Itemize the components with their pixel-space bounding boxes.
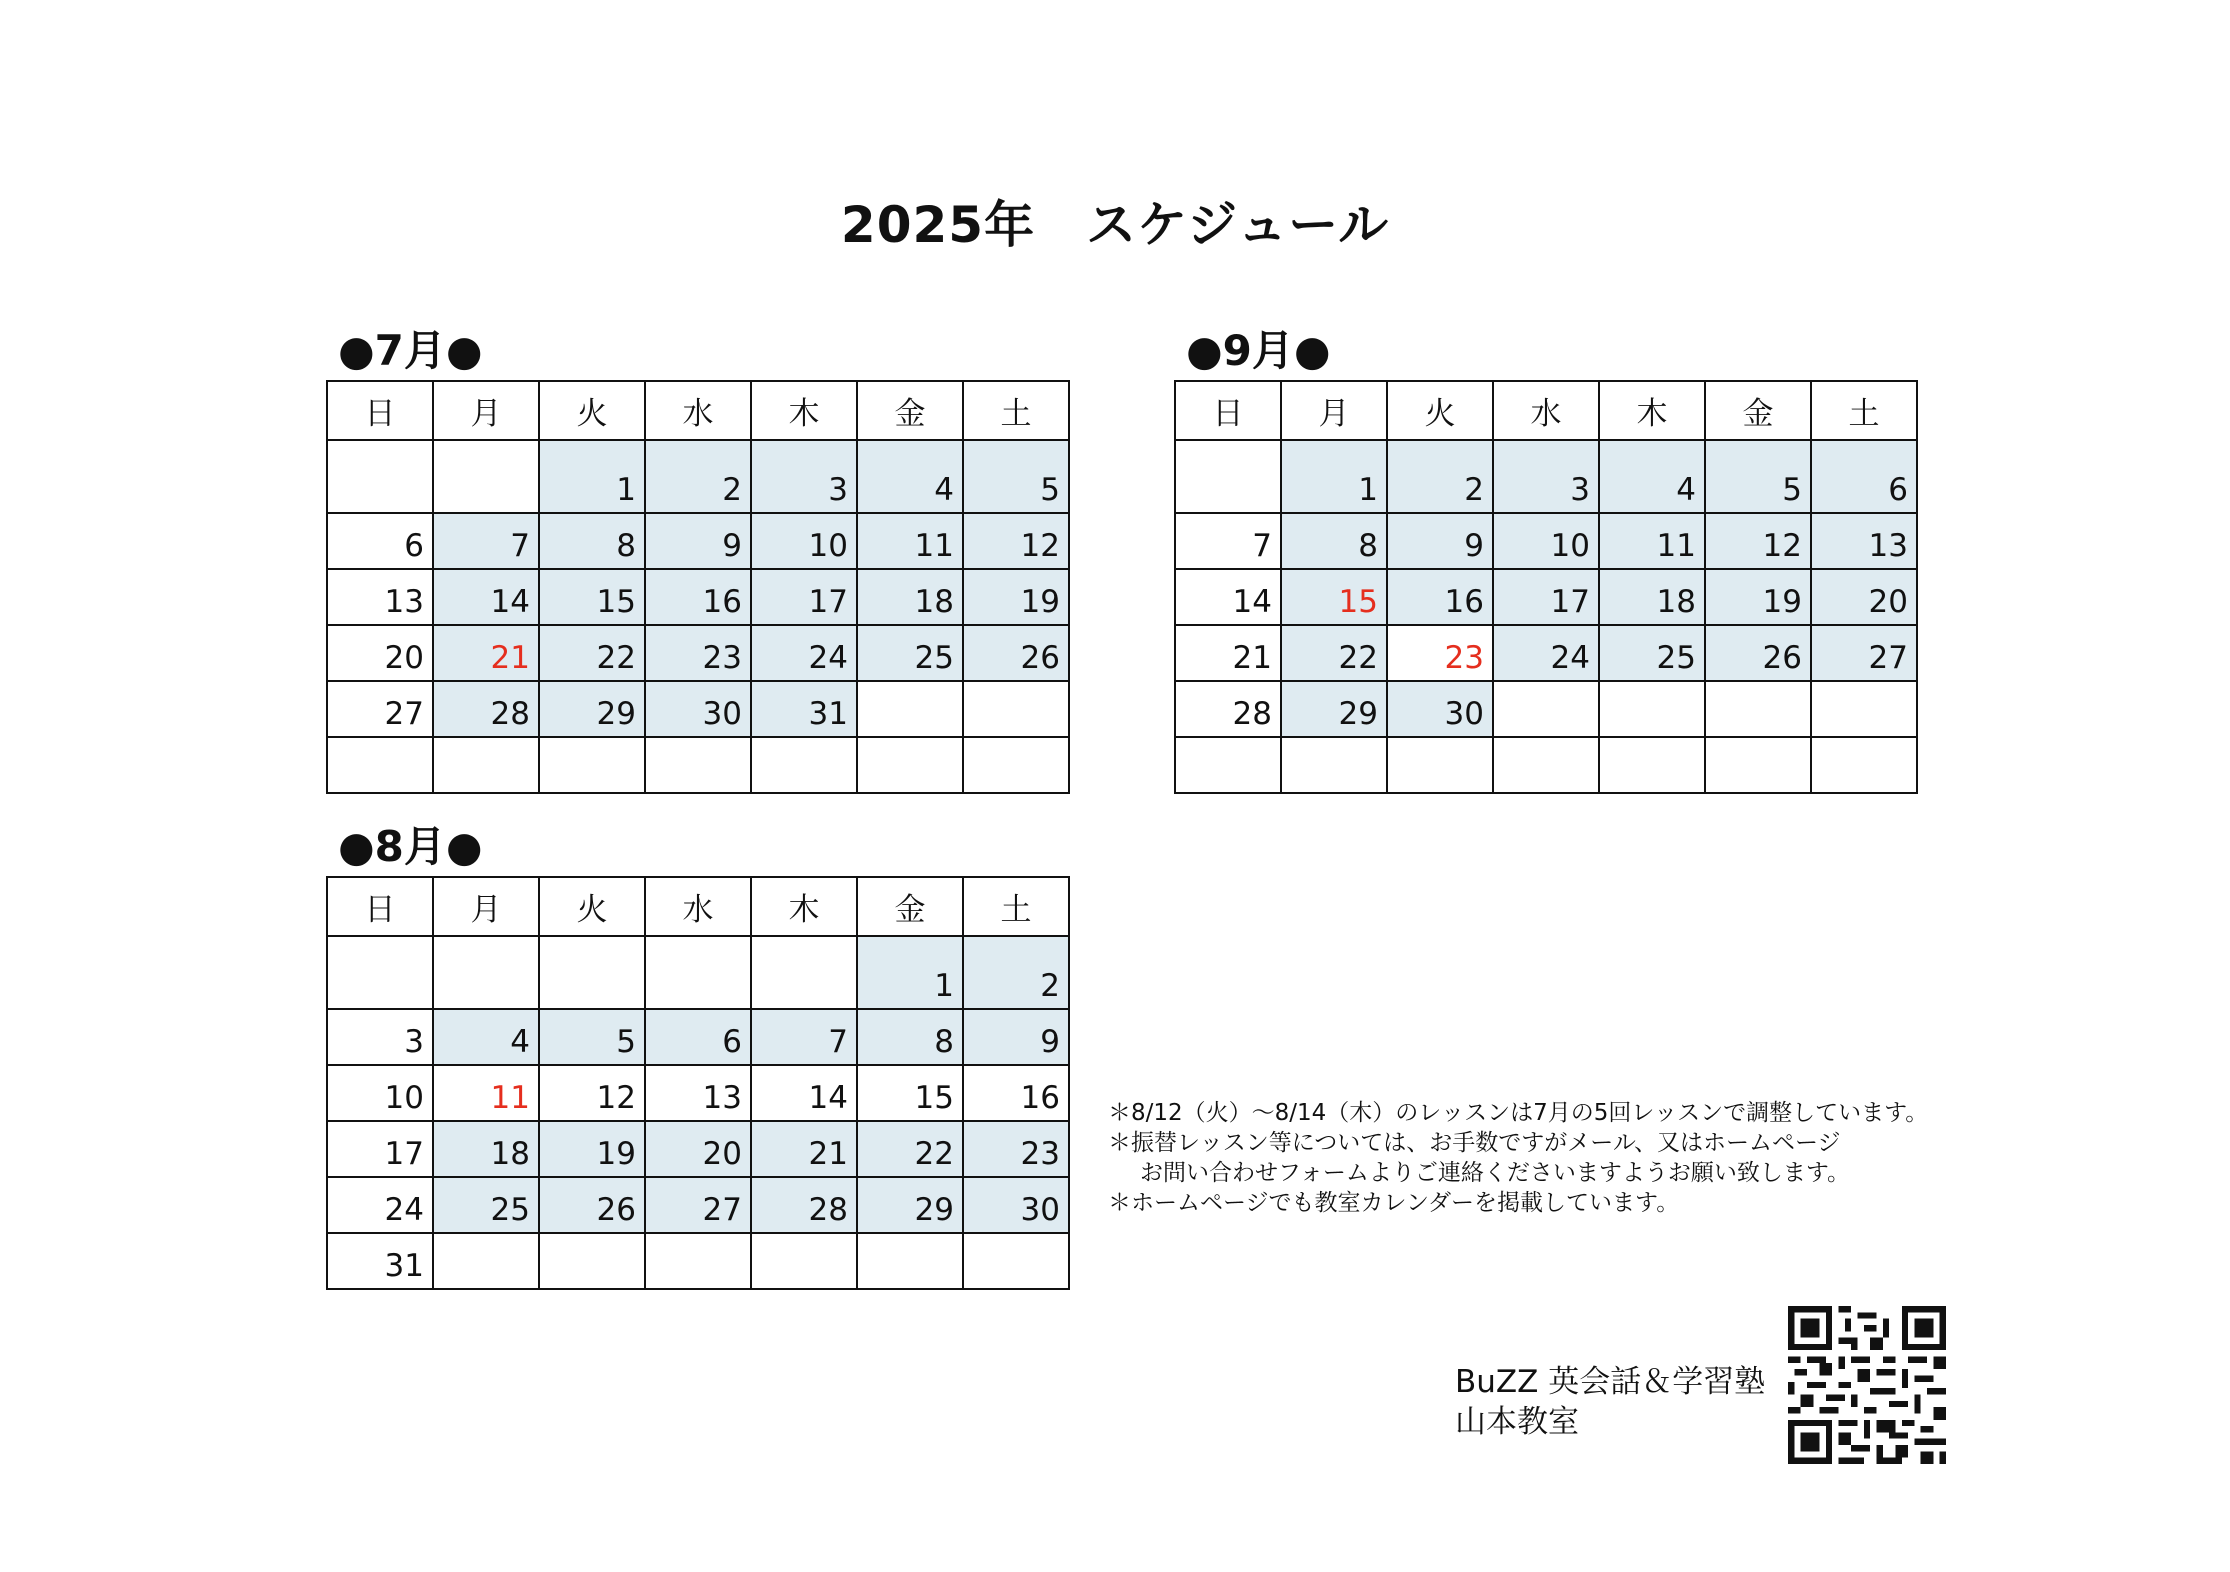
day-cell: 31 (327, 1233, 433, 1289)
day-cell: 25 (857, 625, 963, 681)
day-cell: 21 (1175, 625, 1281, 681)
weekday-fri: 金 (857, 381, 963, 440)
day-cell: 5 (1705, 440, 1811, 513)
day-cell: 15 (857, 1065, 963, 1121)
day-cell: 1 (539, 440, 645, 513)
calendar-august (326, 876, 1070, 1290)
week-row (327, 737, 1069, 793)
day-cell: 3 (1493, 440, 1599, 513)
day-cell: 19 (539, 1121, 645, 1177)
day-cell: 3 (751, 440, 857, 513)
empty-cell (1599, 681, 1705, 737)
day-cell: 9 (1387, 513, 1493, 569)
day-cell: 23 (963, 1121, 1069, 1177)
day-cell: 21 (751, 1121, 857, 1177)
day-cell: 12 (539, 1065, 645, 1121)
day-cell: 5 (539, 1009, 645, 1065)
month-heading-july: ●7月● (338, 326, 483, 375)
week-row (1175, 681, 1917, 737)
day-cell: 8 (1281, 513, 1387, 569)
day-cell: 11 (433, 1065, 539, 1121)
day-cell: 6 (1811, 440, 1917, 513)
day-cell: 6 (645, 1009, 751, 1065)
day-cell: 22 (1281, 625, 1387, 681)
day-cell: 17 (751, 569, 857, 625)
day-cell: 27 (645, 1177, 751, 1233)
weekday-sat: 土 (963, 381, 1069, 440)
day-cell: 18 (1599, 569, 1705, 625)
day-cell: 11 (1599, 513, 1705, 569)
page-title: 2025年 スケジュール (840, 196, 1390, 254)
empty-cell (433, 440, 539, 513)
day-cell: 22 (539, 625, 645, 681)
day-cell: 26 (963, 625, 1069, 681)
day-cell: 16 (1387, 569, 1493, 625)
day-cell: 28 (433, 681, 539, 737)
day-cell: 31 (751, 681, 857, 737)
weekday-thu: 木 (1599, 381, 1705, 440)
day-cell: 2 (1387, 440, 1493, 513)
day-cell: 27 (1811, 625, 1917, 681)
month-heading-august: ●8月● (338, 822, 483, 871)
weekday-sun: 日 (1175, 381, 1281, 440)
week-row (1175, 737, 1917, 793)
weekday-tue: 火 (539, 381, 645, 440)
day-cell: 7 (1175, 513, 1281, 569)
weekday-header-row (327, 877, 1069, 936)
day-cell: 4 (857, 440, 963, 513)
empty-cell (645, 1233, 751, 1289)
weekday-sun: 日 (327, 381, 433, 440)
weekday-mon: 月 (433, 877, 539, 936)
weekday-fri: 金 (1705, 381, 1811, 440)
qr-code-icon[interactable] (1788, 1306, 1946, 1464)
day-cell: 15 (539, 569, 645, 625)
day-cell: 18 (433, 1121, 539, 1177)
empty-cell (857, 1233, 963, 1289)
day-cell: 20 (327, 625, 433, 681)
day-cell: 24 (327, 1177, 433, 1233)
week-row (1175, 625, 1917, 681)
empty-cell (751, 936, 857, 1009)
day-cell: 9 (645, 513, 751, 569)
note-line: ＊振替レッスン等については、お手数ですがメール、又はホームページ (1108, 1130, 1841, 1156)
day-cell: 10 (751, 513, 857, 569)
day-cell: 1 (1281, 440, 1387, 513)
empty-cell (963, 1233, 1069, 1289)
empty-cell (539, 1233, 645, 1289)
empty-cell (327, 737, 433, 793)
day-cell: 30 (645, 681, 751, 737)
day-cell: 28 (1175, 681, 1281, 737)
empty-cell (1811, 681, 1917, 737)
note-line: お問い合わせフォームよりご連絡くださいますようお願い致します。 (1140, 1160, 1851, 1186)
day-cell: 15 (1281, 569, 1387, 625)
weekday-thu: 木 (751, 381, 857, 440)
empty-cell (1387, 737, 1493, 793)
empty-cell (1493, 737, 1599, 793)
day-cell: 1 (857, 936, 963, 1009)
empty-cell (751, 737, 857, 793)
empty-cell (1281, 737, 1387, 793)
day-cell: 16 (645, 569, 751, 625)
day-cell: 9 (963, 1009, 1069, 1065)
week-row (327, 1065, 1069, 1121)
calendar-july (326, 380, 1070, 794)
day-cell: 7 (433, 513, 539, 569)
empty-cell (1175, 440, 1281, 513)
empty-cell (1599, 737, 1705, 793)
note-line: ＊ホームページでも教室カレンダーを掲載しています。 (1108, 1190, 1680, 1216)
day-cell: 4 (1599, 440, 1705, 513)
school-name-line2: 山本教室 (1455, 1404, 1579, 1440)
day-cell: 13 (1811, 513, 1917, 569)
weekday-sun: 日 (327, 877, 433, 936)
empty-cell (327, 936, 433, 1009)
day-cell: 29 (539, 681, 645, 737)
calendar-september (1174, 380, 1918, 794)
empty-cell (327, 440, 433, 513)
day-cell: 2 (963, 936, 1069, 1009)
day-cell: 16 (963, 1065, 1069, 1121)
weekday-mon: 月 (1281, 381, 1387, 440)
day-cell: 14 (751, 1065, 857, 1121)
empty-cell (751, 1233, 857, 1289)
day-cell: 2 (645, 440, 751, 513)
day-cell: 19 (963, 569, 1069, 625)
day-cell: 25 (1599, 625, 1705, 681)
day-cell: 18 (857, 569, 963, 625)
day-cell: 7 (751, 1009, 857, 1065)
day-cell: 21 (433, 625, 539, 681)
empty-cell (645, 737, 751, 793)
empty-cell (433, 737, 539, 793)
week-row (327, 1009, 1069, 1065)
day-cell: 24 (751, 625, 857, 681)
weekday-wed: 水 (645, 381, 751, 440)
empty-cell (857, 737, 963, 793)
day-cell: 4 (433, 1009, 539, 1065)
empty-cell (433, 1233, 539, 1289)
week-row (327, 1233, 1069, 1289)
day-cell: 11 (857, 513, 963, 569)
empty-cell (963, 681, 1069, 737)
weekday-sat: 土 (963, 877, 1069, 936)
empty-cell (963, 737, 1069, 793)
day-cell: 25 (433, 1177, 539, 1233)
weekday-tue: 火 (539, 877, 645, 936)
day-cell: 14 (433, 569, 539, 625)
notes (1108, 1098, 1928, 1218)
week-row (327, 1177, 1069, 1233)
day-cell: 14 (1175, 569, 1281, 625)
day-cell: 26 (1705, 625, 1811, 681)
week-row (1175, 513, 1917, 569)
day-cell: 8 (539, 513, 645, 569)
day-cell: 19 (1705, 569, 1811, 625)
day-cell: 24 (1493, 625, 1599, 681)
week-row (327, 440, 1069, 513)
week-row (327, 1121, 1069, 1177)
week-row (327, 936, 1069, 1009)
empty-cell (857, 681, 963, 737)
empty-cell (645, 936, 751, 1009)
day-cell: 23 (1387, 625, 1493, 681)
weekday-header-row (327, 381, 1069, 440)
month-heading-september: ●9月● (1186, 326, 1331, 375)
week-row (327, 625, 1069, 681)
day-cell: 27 (327, 681, 433, 737)
day-cell: 29 (1281, 681, 1387, 737)
empty-cell (539, 936, 645, 1009)
week-row (1175, 440, 1917, 513)
day-cell: 6 (327, 513, 433, 569)
day-cell: 17 (327, 1121, 433, 1177)
empty-cell (433, 936, 539, 1009)
note-line: ＊8/12（火）～8/14（木）のレッスンは7月の5回レッスンで調整しています。 (1108, 1100, 1929, 1126)
day-cell: 30 (963, 1177, 1069, 1233)
day-cell: 23 (645, 625, 751, 681)
weekday-fri: 金 (857, 877, 963, 936)
weekday-sat: 土 (1811, 381, 1917, 440)
weekday-wed: 水 (1493, 381, 1599, 440)
day-cell: 8 (857, 1009, 963, 1065)
day-cell: 13 (645, 1065, 751, 1121)
day-cell: 20 (1811, 569, 1917, 625)
week-row (1175, 569, 1917, 625)
day-cell: 10 (1493, 513, 1599, 569)
day-cell: 5 (963, 440, 1069, 513)
day-cell: 22 (857, 1121, 963, 1177)
empty-cell (1705, 737, 1811, 793)
weekday-wed: 水 (645, 877, 751, 936)
day-cell: 30 (1387, 681, 1493, 737)
weekday-header-row (1175, 381, 1917, 440)
empty-cell (1811, 737, 1917, 793)
day-cell: 10 (327, 1065, 433, 1121)
day-cell: 26 (539, 1177, 645, 1233)
empty-cell (1705, 681, 1811, 737)
day-cell: 13 (327, 569, 433, 625)
day-cell: 20 (645, 1121, 751, 1177)
weekday-thu: 木 (751, 877, 857, 936)
day-cell: 29 (857, 1177, 963, 1233)
day-cell: 28 (751, 1177, 857, 1233)
day-cell: 12 (963, 513, 1069, 569)
school-name (1455, 1362, 1765, 1442)
day-cell: 12 (1705, 513, 1811, 569)
week-row (327, 681, 1069, 737)
day-cell: 17 (1493, 569, 1599, 625)
weekday-mon: 月 (433, 381, 539, 440)
empty-cell (1175, 737, 1281, 793)
weekday-tue: 火 (1387, 381, 1493, 440)
empty-cell (539, 737, 645, 793)
week-row (327, 513, 1069, 569)
empty-cell (1493, 681, 1599, 737)
day-cell: 3 (327, 1009, 433, 1065)
week-row (327, 569, 1069, 625)
school-name-line1: BuZZ 英会話＆学習塾 (1455, 1364, 1766, 1400)
